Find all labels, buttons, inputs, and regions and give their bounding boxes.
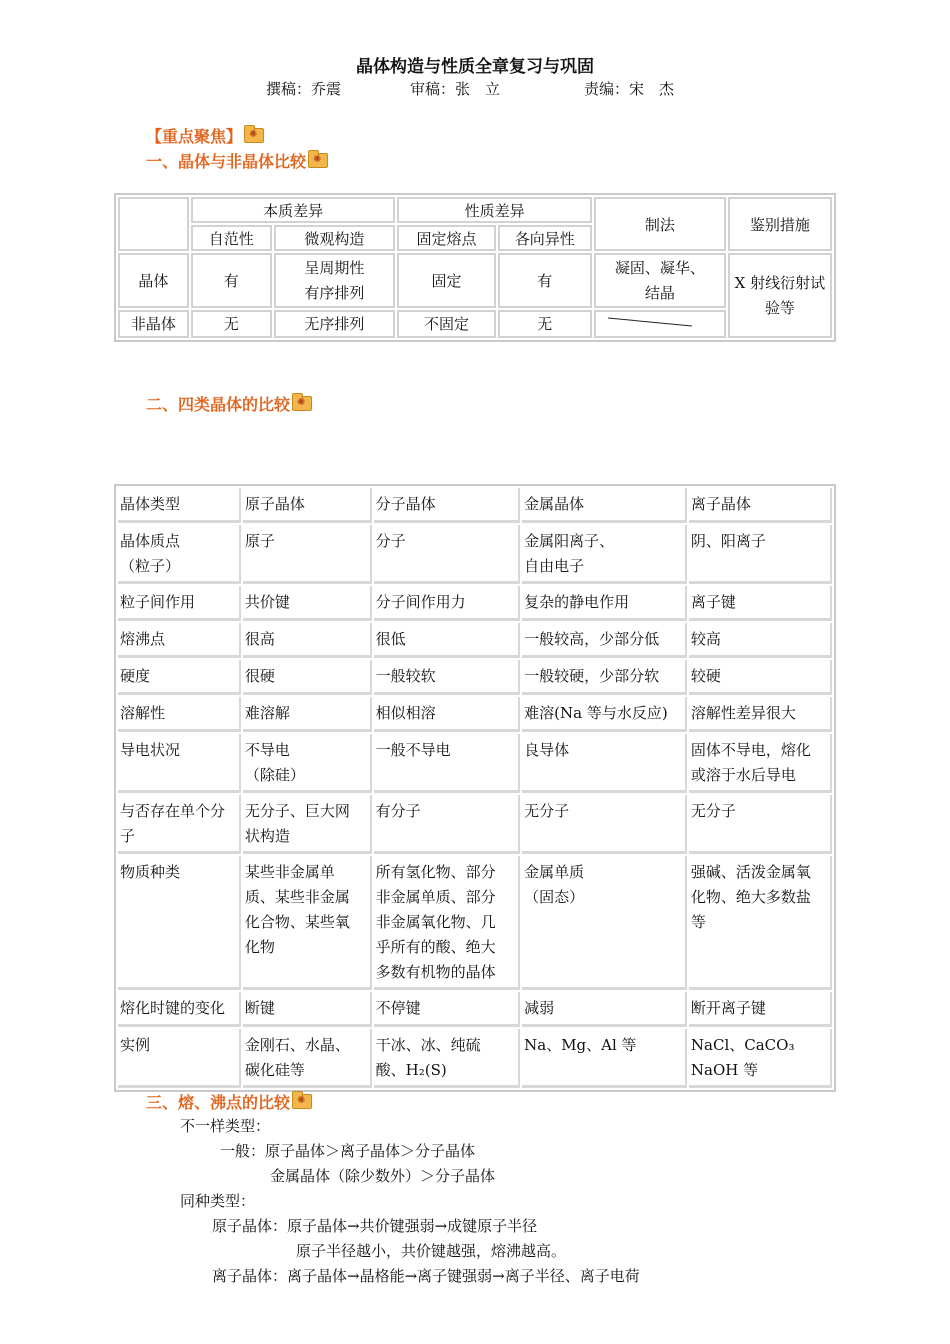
sub-header: 自范性 <box>191 225 272 251</box>
cell-line: 良导体 <box>524 741 570 759</box>
cell-line: 较硬 <box>690 667 721 685</box>
section3-heading-text: 三、熔、沸点的比较 <box>146 1093 291 1112</box>
cell-line: 碳化硅等 <box>244 1061 305 1079</box>
cell-line: 无分子、巨大网 <box>244 802 350 820</box>
table-cell <box>689 623 832 658</box>
column-header: 分子晶体 <box>374 488 520 523</box>
cell-line: 一般较高，少部分低 <box>524 630 660 648</box>
cell-line: 金属单质 <box>524 863 585 881</box>
row-header-crystal: 晶体 <box>118 253 189 307</box>
cell-line: 乎所有的酸、绝大 <box>375 938 496 956</box>
table-row <box>118 586 832 621</box>
table-cell <box>243 992 372 1027</box>
section1-heading-text: 一、晶体与非晶体比较 <box>146 152 307 171</box>
cell-line: 化物 <box>244 938 275 956</box>
cell-line: NaCl、CaCO₃ <box>690 1036 795 1054</box>
cell-line: 很低 <box>375 630 406 648</box>
cell-line: X 射线衍射试 <box>734 273 826 292</box>
cell-line: 很高 <box>244 630 275 648</box>
table-cell <box>522 795 687 854</box>
row-header-cell <box>118 856 241 990</box>
table-cell <box>522 623 687 658</box>
table-header-row <box>118 488 832 523</box>
table-cell <box>243 1029 372 1088</box>
cell-line: 干冰、冰、纯硫 <box>375 1036 481 1054</box>
row-header-cell <box>118 992 241 1027</box>
row-header-cell <box>118 734 241 793</box>
col-header-method: 制法 <box>594 197 726 251</box>
cell-line: 金属阳离子、 <box>524 532 615 550</box>
table-corner-cell <box>118 197 189 251</box>
cell-line: 导电状况 <box>120 741 181 759</box>
cell-line: 或溶于水后导电 <box>690 766 796 784</box>
group-header-essence: 本质差异 <box>191 197 395 223</box>
text-line: 原子晶体：原子晶体→共价键强弱→成键原子半径 <box>212 1217 538 1235</box>
table-cell: 有 <box>191 253 272 307</box>
cell-line: 原子 <box>244 532 275 550</box>
cell-line: 很硬 <box>244 667 275 685</box>
table-row <box>118 525 832 584</box>
cell-line: 金刚石、水晶、 <box>244 1036 350 1054</box>
cell-line: 共价键 <box>244 593 290 611</box>
table-cell <box>243 525 372 584</box>
table-row <box>118 992 832 1027</box>
table-cell <box>374 992 520 1027</box>
table-cell <box>689 1029 832 1088</box>
table-cell <box>689 795 832 854</box>
cell-line: 化物、绝大多数盐 <box>690 888 811 906</box>
sub-header: 各向异性 <box>498 225 592 251</box>
cell-line: 等 <box>690 913 706 931</box>
folder-icon <box>244 128 264 143</box>
table-cell <box>522 660 687 695</box>
cell-line: 不导电 <box>244 741 290 759</box>
text-line: 一般：原子晶体＞离子晶体＞分子晶体 <box>220 1142 476 1160</box>
section1-heading <box>146 149 328 172</box>
table-cell <box>374 525 520 584</box>
table-cell <box>374 697 520 732</box>
column-header: 原子晶体 <box>243 488 372 523</box>
cell-line: 无分子 <box>524 802 570 820</box>
table-cell <box>522 856 687 990</box>
cell-line: 断开离子键 <box>690 999 766 1017</box>
cell-line: 酸、H₂(S) <box>375 1061 447 1079</box>
row-header-cell <box>118 795 241 854</box>
table-cell <box>374 586 520 621</box>
table-cell <box>689 697 832 732</box>
page-title: 晶体构造与性质全章复习与巩固 <box>356 57 594 77</box>
cell-line: 溶解性 <box>120 704 166 722</box>
section3-heading <box>146 1090 312 1113</box>
column-header: 晶体类型 <box>118 488 241 523</box>
cell-line: 一般不导电 <box>375 741 451 759</box>
table-cell <box>522 1029 687 1088</box>
table-cell <box>689 525 832 584</box>
table-cell <box>243 697 372 732</box>
table-cell <box>374 623 520 658</box>
table-cell <box>522 586 687 621</box>
table-cell <box>374 734 520 793</box>
table-cell <box>374 795 520 854</box>
cell-line: 硬度 <box>120 667 151 685</box>
table-cell <box>689 992 832 1027</box>
table-cell <box>689 734 832 793</box>
table-row <box>118 697 832 732</box>
table-cell <box>522 697 687 732</box>
table-cell <box>243 856 372 990</box>
row-header-cell <box>118 697 241 732</box>
cell-line: 非金属单质、部分 <box>375 888 496 906</box>
table-cell: 无序排列 <box>274 310 396 338</box>
cell-line: 某些非金属单 <box>244 863 335 881</box>
cell-line: 一般较硬，少部分软 <box>524 667 660 685</box>
cell-line: 自由电子 <box>524 557 585 575</box>
table-cell <box>374 1029 520 1088</box>
cell-line: 有分子 <box>375 802 421 820</box>
cell-line: 阴、阳离子 <box>690 532 766 550</box>
section2-heading-text: 二、四类晶体的比较 <box>146 395 291 414</box>
cell-line: （固态） <box>524 888 585 906</box>
table-cell: 有 <box>498 253 592 307</box>
cell-line: 熔沸点 <box>120 630 166 648</box>
cell-line: 分子 <box>375 532 406 550</box>
table-row <box>118 795 832 854</box>
table-cell: 无 <box>498 310 592 338</box>
table-cell: 无 <box>191 310 272 338</box>
cell-line: 减弱 <box>524 999 555 1017</box>
text-line: 不一样类型： <box>180 1117 271 1135</box>
text-line: 同种类型： <box>180 1192 256 1210</box>
sub-header: 微观构造 <box>274 225 396 251</box>
column-header: 金属晶体 <box>522 488 687 523</box>
cell-line: 强碱、活泼金属氧 <box>690 863 811 881</box>
section2-heading <box>146 392 312 415</box>
cell-line: 验等 <box>764 298 795 317</box>
table-row <box>118 660 832 695</box>
table-row <box>118 1029 832 1088</box>
cell-line: 晶体质点 <box>120 532 181 550</box>
table-cell-empty <box>594 310 726 338</box>
cell-line: 无分子 <box>690 802 736 820</box>
cell-line: （粒子） <box>120 557 181 575</box>
cell-line: 呈周期性 <box>304 258 365 277</box>
table-cell <box>728 253 832 338</box>
row-header-cell <box>118 660 241 695</box>
table-cell <box>243 734 372 793</box>
table-row <box>118 623 832 658</box>
table-cell <box>274 253 396 307</box>
focus-heading <box>146 124 264 147</box>
table-cell <box>374 856 520 990</box>
table-row <box>118 856 832 990</box>
folder-icon <box>292 1094 312 1109</box>
table-cell: 不固定 <box>397 310 495 338</box>
column-header: 离子晶体 <box>689 488 832 523</box>
cell-line: NaOH 等 <box>690 1061 759 1079</box>
cell-line: 凝固、凝华、 <box>614 258 705 277</box>
table-cell <box>522 992 687 1027</box>
cell-line: 实例 <box>120 1036 151 1054</box>
row-header-amorphous: 非晶体 <box>118 310 189 338</box>
crystal-vs-amorphous-table <box>114 193 836 342</box>
text-line: 离子晶体：离子晶体→晶格能→离子键强弱→离子半径、离子电荷 <box>212 1267 640 1285</box>
table-cell <box>243 660 372 695</box>
row-header-cell <box>118 525 241 584</box>
cell-line: 子 <box>120 827 136 845</box>
cell-line: 有序排列 <box>304 283 365 302</box>
table-cell <box>522 525 687 584</box>
row-header-cell <box>118 623 241 658</box>
cell-line: （除硅） <box>244 766 305 784</box>
cell-line: 固体不导电，熔化 <box>690 741 811 759</box>
table-cell <box>594 253 726 307</box>
cell-line: 粒子间作用 <box>120 593 196 611</box>
writer-credit: 撰稿：乔震 <box>266 80 342 98</box>
table-cell <box>689 856 832 990</box>
table-cell <box>689 660 832 695</box>
focus-label: 【重点聚焦】 <box>146 127 243 146</box>
table-row <box>118 734 832 793</box>
table-cell: 固定 <box>397 253 495 307</box>
cell-line: 离子键 <box>690 593 736 611</box>
cell-line: 断键 <box>244 999 275 1017</box>
cell-line: 分子间作用力 <box>375 593 466 611</box>
cell-line: 状构造 <box>244 827 290 845</box>
table-cell <box>689 586 832 621</box>
cell-line: Na、Mg、Al 等 <box>524 1036 637 1054</box>
group-header-property: 性质差异 <box>397 197 592 223</box>
editor-credit: 责编：宋 杰 <box>584 80 675 98</box>
cell-line: 质、某些非金属 <box>244 888 350 906</box>
row-header-cell <box>118 586 241 621</box>
cell-line: 溶解性差异很大 <box>690 704 796 722</box>
cell-line: 难溶(Na 等与水反应) <box>524 704 668 722</box>
cell-line: 化合物、某些氧 <box>244 913 350 931</box>
folder-icon <box>292 396 312 411</box>
cell-line: 结晶 <box>644 283 675 302</box>
cell-line: 所有氢化物、部分 <box>375 863 496 881</box>
table-cell <box>243 623 372 658</box>
cell-line: 一般较软 <box>375 667 436 685</box>
reviewer-credit: 审稿：张 立 <box>410 80 501 98</box>
text-line: 金属晶体（除少数外）＞分子晶体 <box>270 1167 496 1185</box>
table-cell <box>374 660 520 695</box>
table-cell <box>522 734 687 793</box>
cell-line: 复杂的静电作用 <box>524 593 630 611</box>
cell-line: 非金属氧化物、几 <box>375 913 496 931</box>
row-header-cell <box>118 1029 241 1088</box>
four-crystal-types-table <box>114 484 836 1092</box>
cell-line: 相似相溶 <box>375 704 436 722</box>
cell-line: 不停键 <box>375 999 421 1017</box>
cell-line: 较高 <box>690 630 721 648</box>
cell-line: 物质种类 <box>120 863 181 881</box>
cell-line: 难溶解 <box>244 704 290 722</box>
sub-header: 固定熔点 <box>397 225 495 251</box>
diagonal-slash <box>600 312 720 332</box>
table-cell <box>243 795 372 854</box>
cell-line: 熔化时键的变化 <box>120 999 226 1017</box>
cell-line: 与否存在单个分 <box>120 802 226 820</box>
folder-icon <box>308 153 328 168</box>
cell-line: 多数有机物的晶体 <box>375 963 496 981</box>
col-header-identify: 鉴别措施 <box>728 197 832 251</box>
text-line: 原子半径越小，共价键越强，熔沸越高。 <box>296 1242 567 1260</box>
table-cell <box>243 586 372 621</box>
